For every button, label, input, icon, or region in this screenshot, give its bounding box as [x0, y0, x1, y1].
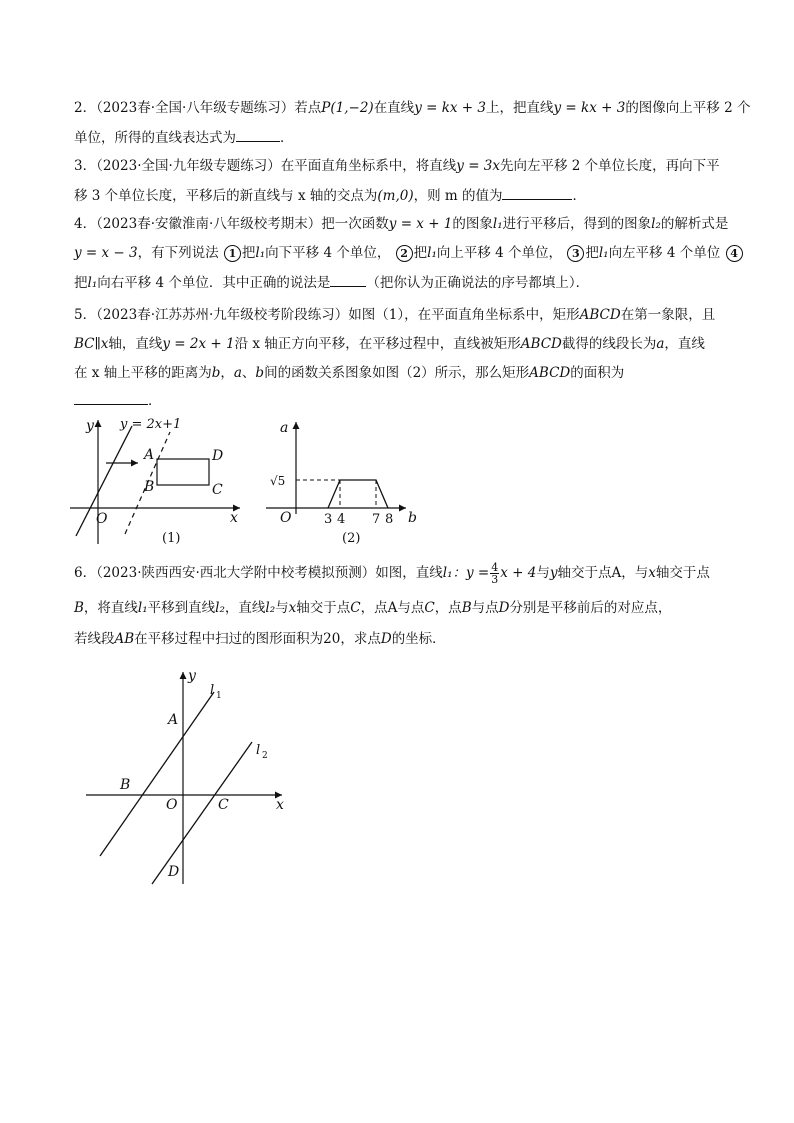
circled-number-2: 2: [396, 245, 413, 262]
q5-text: 在 x 轴上平移的距离为: [74, 365, 212, 381]
q6-a: A: [611, 565, 622, 581]
q6-text: 与点: [397, 600, 425, 616]
label-y: y: [86, 418, 94, 434]
label-x: x: [230, 510, 238, 526]
q6-figure: [80, 668, 300, 890]
q5-head: 5．（2023春·江苏苏州·九年级校考阶段练习）如图（1），在平面直角坐标系中，矩形: [74, 307, 580, 323]
tick-7: 7: [372, 512, 381, 527]
q6-eq: x + 4: [500, 565, 537, 581]
q6-c: C: [424, 600, 435, 616]
q2-equation: y = kx + 3: [553, 100, 626, 116]
q3-text: ．: [572, 188, 586, 204]
label-a: a: [280, 420, 289, 436]
label-o: O: [280, 510, 292, 526]
q5-figure-1: [70, 414, 250, 549]
label-o: O: [166, 797, 178, 813]
circled-number-1: 1: [224, 245, 241, 262]
q4-text: 向右平移 4 个单位．其中正确的说法是: [97, 275, 331, 291]
circled-number-4: 4: [726, 245, 743, 262]
q5-line-3: [74, 363, 624, 383]
q6-fraction: [490, 562, 499, 585]
label-c: C: [218, 797, 229, 813]
q4-text: 把: [585, 245, 599, 261]
q5-text: ，: [220, 365, 234, 381]
q6-d: D: [380, 631, 392, 647]
q4-l1: l₁: [427, 245, 437, 261]
caption-2: (2): [342, 531, 361, 546]
q3-text: 先向左平移 2 个单位长度，再向下平: [500, 158, 720, 174]
q4-text: ，有下列说法: [137, 245, 219, 261]
q6-text: ，直线: [224, 600, 266, 616]
q3-line-1: [74, 156, 720, 176]
q2-equation: y = kx + 3: [414, 100, 486, 116]
label-b: B: [144, 479, 155, 495]
q3-answer-blank[interactable]: [502, 185, 572, 200]
label-y: y: [188, 668, 196, 684]
q5-b: b: [211, 365, 221, 381]
label-o: O: [96, 511, 108, 527]
q6-text: 与: [275, 600, 289, 616]
tick-4: 4: [337, 512, 346, 527]
q2-head: 2．（2023春·全国·八年级专题练习）若点: [74, 100, 322, 116]
q4-answer-blank[interactable]: [330, 272, 366, 287]
q4-text: 向下平移 4 个单位，: [265, 245, 391, 261]
label-b: b: [408, 510, 417, 526]
q5-text: ，直线: [664, 336, 705, 352]
q5-text: 间的函数关系图象如图（2）所示，那么矩形: [264, 365, 530, 381]
label-l2-sub: 2: [262, 751, 268, 761]
q6-x: x: [648, 565, 656, 581]
q2-text: 在直线: [373, 100, 415, 116]
q4-line-3: [74, 272, 589, 293]
q4-l1: l₁: [598, 245, 609, 261]
q3-point: (m,0): [377, 188, 414, 204]
label-d: D: [168, 864, 180, 880]
q4-text: 把: [74, 275, 88, 291]
q2-line-1: [74, 98, 750, 118]
label-d: D: [212, 448, 224, 464]
q2-text: 单位，所得的直线表达式为: [74, 130, 236, 146]
q5-bc: BC∥x: [74, 336, 109, 352]
q6-text: 轴交于点: [655, 565, 710, 581]
label-b: B: [120, 777, 131, 793]
fraction-num: 4: [491, 561, 499, 574]
q6-text: 的坐标．: [391, 631, 446, 647]
q6-text: ，求点: [340, 631, 381, 647]
q4-text: 的图象: [452, 216, 493, 232]
q4-head: 4．（2023春·安徽淮南·八年级校考期末）把一次函数: [74, 216, 389, 232]
q5-abcd: ABCD: [520, 336, 562, 352]
q4-equation-2: y = x − 3: [74, 245, 138, 261]
q2-text: ．: [280, 130, 294, 146]
q6-y: y: [549, 565, 558, 581]
q4-equation: y = x + 1: [388, 216, 453, 232]
q4-text: 向上平移 4 个单位，: [436, 245, 563, 261]
q6-text: 与点: [471, 600, 499, 616]
caption-1: (1): [162, 531, 181, 546]
q6-line-2: [74, 598, 671, 618]
q4-l1: l₁: [492, 216, 503, 232]
q6-l2: l₂: [265, 600, 276, 616]
q6-text: ，与: [621, 565, 649, 581]
q4-text: （把你认为正确说法的序号都填上）．: [366, 275, 590, 291]
q5-text: 在第一象限，且: [620, 307, 716, 323]
q3-line-2: [74, 185, 586, 206]
q4-text: 进行平移后，得到的图象: [502, 216, 652, 232]
q4-text: 把: [413, 245, 428, 261]
q6-b: B: [74, 600, 84, 616]
line-l1: [100, 692, 214, 856]
tick-3: 3: [324, 512, 333, 527]
label-l1-sub: 1: [216, 691, 222, 701]
line-l2: [152, 742, 252, 884]
label-l2: l: [256, 743, 261, 758]
q6-l2: l₂: [215, 600, 225, 616]
q6-text: 轴交于点: [296, 600, 351, 616]
q5-abcd: ABCD: [579, 307, 621, 323]
q5-text: 沿 x 轴正方向平移，在平移过程中，直线被矩形: [234, 336, 521, 352]
circled-number-3: 3: [567, 245, 584, 262]
q3-text: 移 3 个单位长度，平移后的新直线与 x 轴的交点为: [74, 188, 378, 204]
q5-text: ．: [148, 393, 162, 409]
q4-line-2: [74, 243, 744, 263]
q6-ab: AB: [114, 631, 135, 647]
q2-line-2: [74, 127, 294, 148]
tick-8: 8: [385, 512, 394, 527]
label-line: y = 2x+1: [120, 417, 182, 432]
label-c: C: [212, 482, 223, 498]
q5-figure-2: [262, 414, 422, 549]
q5-text: 轴，直线: [108, 336, 163, 352]
tick-sqrt5: √5: [270, 474, 286, 488]
q5-a: a: [233, 365, 242, 381]
q6-x: x: [288, 600, 297, 616]
q2-text: 的图像向上平移 2 个: [625, 100, 751, 116]
q2-point: P(1,−2): [321, 100, 374, 116]
q4-text: 向左平移 4 个单位: [608, 245, 721, 261]
q4-text: 把: [241, 245, 256, 261]
q3-head: 3．（2023·全国·九年级专题练习）在平面直角坐标系中，将直线: [74, 158, 457, 174]
q4-l1: l₁: [87, 275, 98, 291]
function-graph: [328, 480, 388, 508]
q6-text: 在平移过程中扫过的图形面积为: [134, 631, 324, 647]
q5-text: 、: [241, 365, 256, 381]
label-x: x: [276, 797, 284, 813]
q5-text: 的面积为: [570, 365, 625, 381]
q6-c: C: [350, 600, 361, 616]
q4-l1: l₁: [255, 245, 266, 261]
q6-l1: l₁: [137, 600, 148, 616]
q6-b: B: [461, 600, 472, 616]
label-l1: l: [210, 683, 215, 698]
q4-text: 的解析式是: [660, 216, 729, 232]
q5-line-2: [74, 334, 705, 354]
q6-area: 20: [323, 631, 341, 647]
q6-text: 平移到直线: [147, 600, 216, 616]
q3-equation: y = 3x: [456, 158, 501, 174]
q5-answer-blank[interactable]: [74, 390, 148, 405]
label-a: A: [144, 447, 155, 463]
q3-text: ，则 m 的值为: [413, 188, 503, 204]
q6-head: 6．（2023·陕西西安·西北大学附中校考模拟预测）如图，直线: [74, 565, 443, 581]
rectangle-abcd: [157, 459, 209, 485]
q6-text: 轴交于点: [557, 565, 612, 581]
q2-text: 上，把直线: [486, 100, 554, 116]
q2-answer-blank[interactable]: [236, 127, 280, 142]
q6-text: ，点: [360, 600, 388, 616]
q5-line-1: [74, 305, 715, 325]
q6-text: 分别是平移前后的对应点，: [509, 600, 672, 616]
q5-a: a: [656, 336, 665, 352]
q6-d: D: [498, 600, 510, 616]
q5-text: 截得的线段长为: [561, 336, 657, 352]
fraction-den: 3: [491, 573, 499, 586]
q4-line-1: [74, 214, 728, 234]
q5-equation: y = 2x + 1: [162, 336, 235, 352]
q4-l2: l₂: [651, 216, 661, 232]
q6-text: 与: [536, 565, 550, 581]
q5-b: b: [255, 365, 265, 381]
q6-l1: l₁: [442, 565, 453, 581]
q6-line-1: [74, 562, 710, 585]
q6-text: 若线段: [74, 631, 115, 647]
q6-eq: ：y =: [452, 565, 490, 581]
q6-line-3: [74, 629, 446, 649]
q6-a: A: [387, 600, 398, 616]
q6-text: ，将直线: [83, 600, 138, 616]
q5-line-4: [74, 390, 162, 411]
q5-abcd: ABCD: [529, 365, 571, 381]
q6-text: ，点: [434, 600, 462, 616]
label-a: A: [168, 712, 179, 728]
